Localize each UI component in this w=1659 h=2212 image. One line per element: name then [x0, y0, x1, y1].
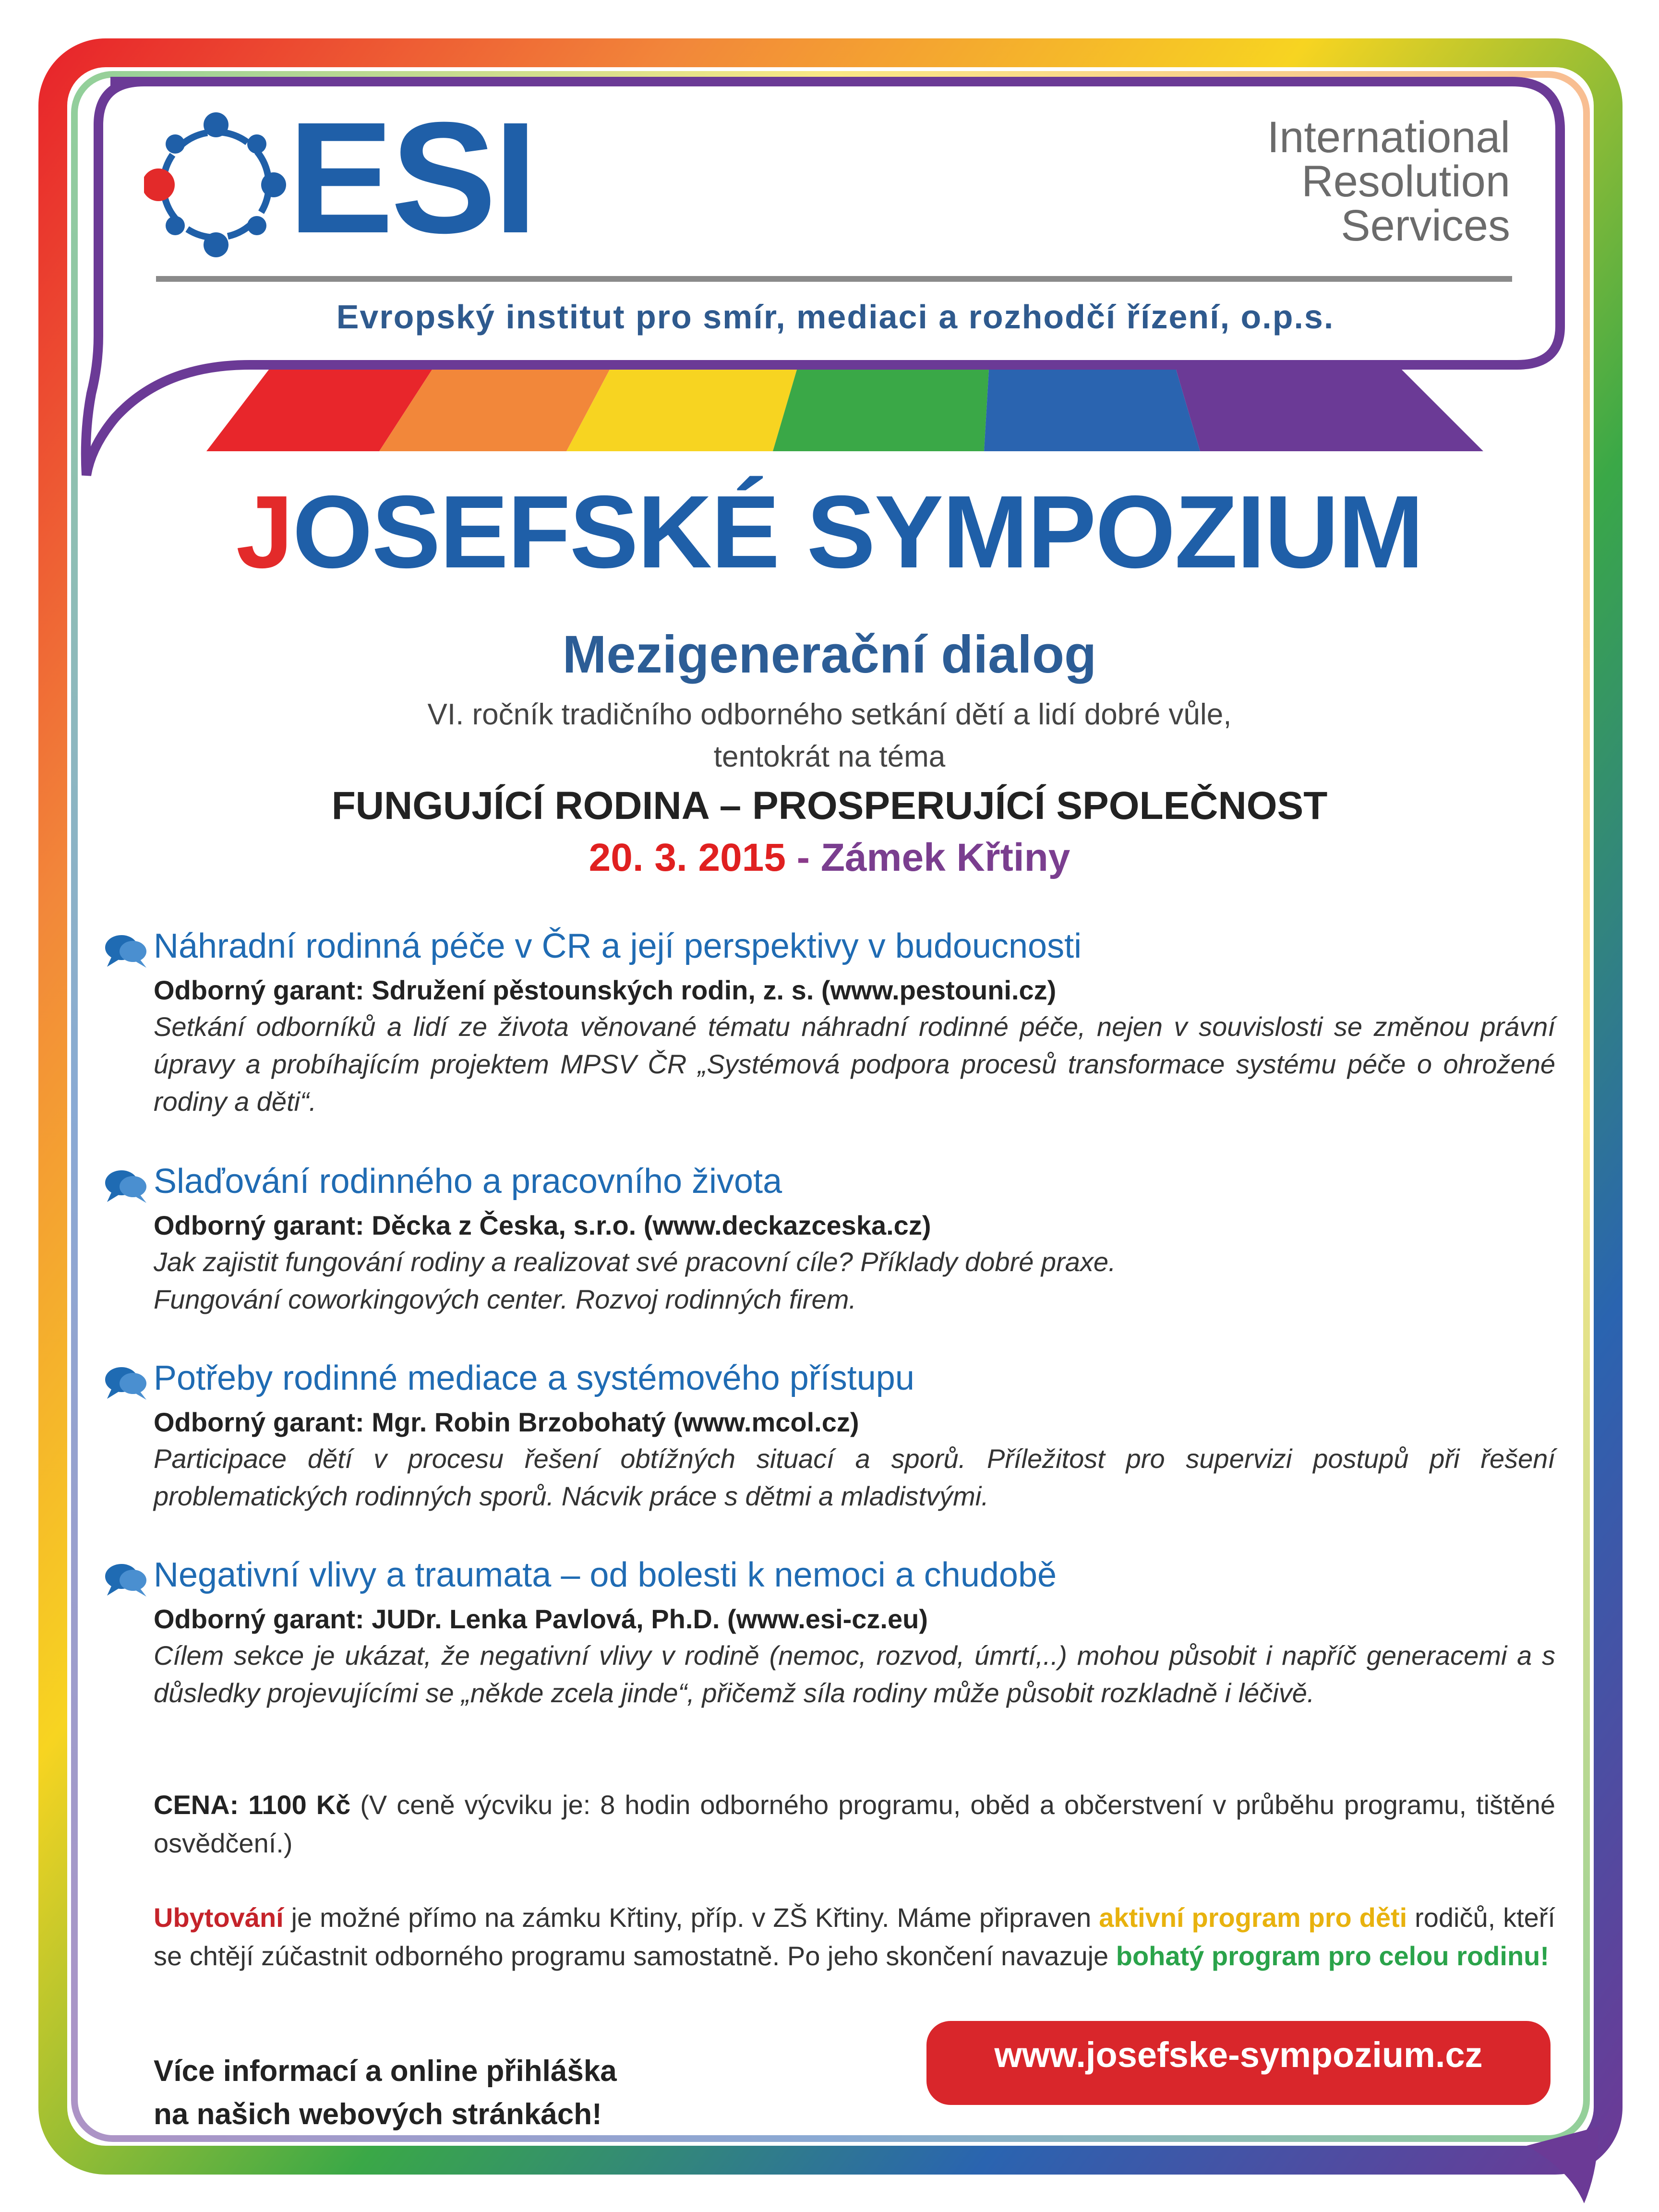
discussion-bubbles-icon: [103, 1166, 149, 1205]
institute-name: Evropský institut pro smír, mediaci a rozhodčí řízení, o.p.s.: [336, 298, 1334, 336]
price-label: CENA: 1100 Kč: [154, 1790, 351, 1820]
header-divider: [156, 276, 1512, 282]
logo-text: ESI: [288, 89, 535, 266]
section-description: Participace dětí v procesu řešení obtížných situací a sporů. Příležitost pro supervizi postupů při řešení problematických rodinných sporů. Nácvik práce s dětmi a mladistvými.: [154, 1443, 1555, 1511]
intro-line: tentokrát na téma: [713, 740, 946, 773]
accommodation-highlight: Ubytování: [154, 1902, 284, 1933]
irs-line: Resolution: [1301, 157, 1510, 206]
rainbow-bar-blue: [984, 370, 1200, 451]
event-date: 20. 3. 2015: [589, 836, 786, 879]
section-garant: Odborný garant: Mgr. Robin Brzobohatý (www.mcol.cz): [154, 1407, 859, 1437]
website-link[interactable]: www.josefske-sympozium.cz: [994, 2035, 1483, 2075]
discussion-bubbles-icon: [103, 1363, 149, 1402]
section-title: Negativní vlivy a traumata – od bolesti k nemoci a chudobě: [154, 1556, 1057, 1594]
theme-heading: FUNGUJÍCÍ RODINA – PROSPERUJÍCÍ SPOLEČNOST: [331, 784, 1328, 828]
title-rest: OSEFSKÉ SYMPOZIUM: [292, 474, 1423, 589]
esi-logo-icon: [144, 110, 288, 259]
irs-line: Services: [1341, 201, 1510, 250]
more-info-line: na našich webových stránkách!: [154, 2098, 602, 2131]
page-title: [0, 474, 1659, 589]
price-details: (V ceně výcviku je: 8 hodin odborného programu, oběd a občerstvení v průběhu programu, tištěné osvědčení.): [154, 1790, 1556, 1858]
accommodation-paragraph: [154, 1899, 1555, 1975]
section-garant: Odborný garant: JUDr. Lenka Pavlová, Ph.D. (www.esi-cz.eu): [154, 1604, 928, 1634]
accommodation-text: rodičů, kteří se chtějí zúčastnit odborného programu samostatně. Po jeho skončení navazuje: [154, 1902, 1555, 1971]
title-first-letter: J: [236, 474, 293, 589]
rainbow-bar-green: [773, 370, 989, 451]
event-venue: Zámek Křtiny: [820, 836, 1070, 879]
section-description: Jak zajistit fungování rodiny a realizovat své pracovní cíle? Příklady dobré praxe.: [154, 1247, 1116, 1277]
section-garant: Odborný garant: Sdružení pěstounských rodin, z. s. (www.pestouni.cz): [154, 975, 1057, 1005]
section-title: Náhradní rodinná péče v ČR a její perspektivy v budoucnosti: [154, 927, 1082, 965]
section-title: Slaďování rodinného a pracovního života: [154, 1162, 782, 1201]
section-title: Potřeby rodinné mediace a systémového přístupu: [154, 1359, 914, 1397]
date-separator: -: [785, 836, 821, 879]
section-description: Setkání odborníků a lidí ze života věnované tématu náhradní rodinné péče, nejen v souvislosti se změnou právní úpravy a probíhajícím projektem MPSV ČR „Systémová podpora procesů transformace systému péče o ohrožené rodiny a děti“.: [154, 1011, 1555, 1117]
irs-line: International: [1267, 113, 1510, 162]
section-description: Cílem sekce je ukázat, že negativní vlivy v rodině (nemoc, rozvod, úmrtí,..) mohou působit i napříč generacemi a s důsledky projevujícími se „někde zcela jinde“, přičemž síla rodiny může působit rozkladně i léčivě.: [154, 1640, 1555, 1708]
more-info-line: Více informací a online přihláška: [154, 2055, 617, 2088]
accommodation-text: je možné přímo na zámku Křtiny, příp. v ZŠ Křtiny. Máme připraven: [283, 1902, 1099, 1933]
more-info: [154, 2050, 617, 2136]
subtitle: Mezigenerační dialog: [562, 625, 1097, 684]
discussion-bubbles-icon: [103, 931, 149, 970]
date-venue: [0, 835, 1659, 880]
irs-tagline: [1267, 115, 1510, 248]
kids-program-link: aktivní program pro děti: [1099, 1902, 1407, 1933]
discussion-bubbles-icon: [103, 1560, 149, 1599]
intro-line: VI. ročník tradičního odborného setkání dětí a lidí dobré vůle,: [427, 698, 1232, 731]
section-garant: Odborný garant: Děcka z Česka, s.r.o. (www.deckazceska.cz): [154, 1210, 931, 1240]
price-paragraph: [154, 1786, 1555, 1863]
section-description: Fungování coworkingových center. Rozvoj rodinných firem.: [154, 1284, 856, 1314]
family-program-link: bohatý program pro celou rodinu!: [1116, 1941, 1549, 1971]
rainbow-bar-purple: [1176, 370, 1483, 451]
